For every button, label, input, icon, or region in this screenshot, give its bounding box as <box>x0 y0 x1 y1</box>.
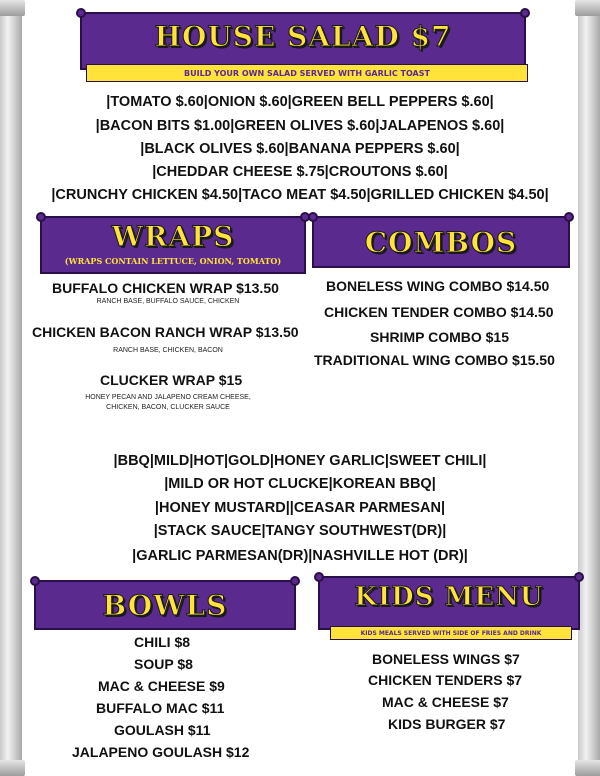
bowl-item: CHILI $8 <box>134 634 191 650</box>
wrap-item-desc: HONEY PECAN AND JALAPENO CREAM CHEESE, <box>85 394 251 401</box>
wrap-item-name: CLUCKER WRAP $15 <box>100 372 243 388</box>
bowls-banner <box>34 580 296 630</box>
bowl-item: GOULASH $11 <box>114 722 211 738</box>
sauce-line: |HONEY MUSTARD||CEASAR PARMESAN| <box>154 500 446 516</box>
house-salad-subtitle: BUILD YOUR OWN SALAD SERVED WITH GARLIC TOAST <box>86 64 528 82</box>
combo-item: CHICKEN TENDER COMBO $14.50 <box>324 304 554 320</box>
bowl-item: JALAPENO GOULASH $12 <box>72 744 250 760</box>
bowl-item: BUFFALO MAC $11 <box>96 700 225 716</box>
combos-title: COMBOS <box>364 225 518 259</box>
kids-item: MAC & CHEESE $7 <box>382 694 509 710</box>
salad-toppings-line: |CHEDDAR CHEESE $.75|CROUTONS $.60| <box>152 164 448 180</box>
house-salad-title: HOUSE SALAD $7 <box>154 20 452 53</box>
pillar-cap-top <box>575 0 600 16</box>
wrap-item-name: CHICKEN BACON RANCH WRAP $13.50 <box>32 324 299 340</box>
pillar-cap-bottom <box>575 760 600 776</box>
wrap-item-desc: RANCH BASE, CHICKEN, BACON <box>113 347 223 354</box>
wrap-item-desc: CHICKEN, BACON, CLUCKER SAUCE <box>106 404 230 411</box>
kids-item: KIDS BURGER $7 <box>388 716 506 732</box>
kids-menu-subtitle: KIDS MEALS SERVED WITH SIDE OF FRIES AND DRINK <box>330 626 572 640</box>
kids-menu-banner <box>318 576 580 630</box>
right-pillar-decoration <box>578 0 600 776</box>
pillar-cap-top <box>0 0 25 16</box>
combo-item: BONELESS WING COMBO $14.50 <box>326 278 550 294</box>
sauce-line: |BBQ|MILD|HOT|GOLD|HONEY GARLIC|SWEET CHILI| <box>113 453 487 469</box>
wrap-item-desc: RANCH BASE, BUFFALO SAUCE, CHICKEN <box>96 298 240 305</box>
house-salad-banner <box>80 12 526 70</box>
bowls-title: BOWLS <box>102 588 228 622</box>
kids-menu-title: KIDS MENU <box>354 582 544 612</box>
kids-item: BONELESS WINGS $7 <box>372 651 520 667</box>
sauce-line: |GARLIC PARMESAN(DR)|NASHVILLE HOT (DR)| <box>132 548 468 564</box>
salad-toppings-line: |BLACK OLIVES $.60|BANANA PEPPERS $.60| <box>140 141 460 157</box>
left-pillar-decoration <box>0 0 22 776</box>
combos-banner <box>312 216 570 268</box>
wrap-item-name: BUFFALO CHICKEN WRAP $13.50 <box>52 280 279 296</box>
salad-toppings-line: |BACON BITS $1.00|GREEN OLIVES $.60|JALAPENOS $.60| <box>95 118 505 134</box>
kids-item: CHICKEN TENDERS $7 <box>368 672 523 688</box>
sauce-line: |STACK SAUCE|TANGY SOUTHWEST(DR)| <box>153 523 447 539</box>
combo-item: TRADITIONAL WING COMBO $15.50 <box>314 352 555 368</box>
wraps-subtitle: (WRAPS CONTAIN LETTUCE, ONION, TOMATO) <box>64 256 282 266</box>
salad-toppings-line: |CRUNCHY CHICKEN $4.50|TACO MEAT $4.50|GRILLED CHICKEN $4.50| <box>51 187 549 203</box>
salad-toppings-line: |TOMATO $.60|ONION $.60|GREEN BELL PEPPERS $.60| <box>106 94 494 110</box>
bowl-item: MAC & CHEESE $9 <box>98 678 225 694</box>
bowl-item: SOUP $8 <box>134 656 193 672</box>
pillar-cap-bottom <box>0 760 25 776</box>
sauce-line: |MILD OR HOT CLUCKE|KOREAN BBQ| <box>164 476 436 492</box>
wraps-title: WRAPS <box>111 220 235 253</box>
combo-item: SHRIMP COMBO $15 <box>370 329 509 345</box>
